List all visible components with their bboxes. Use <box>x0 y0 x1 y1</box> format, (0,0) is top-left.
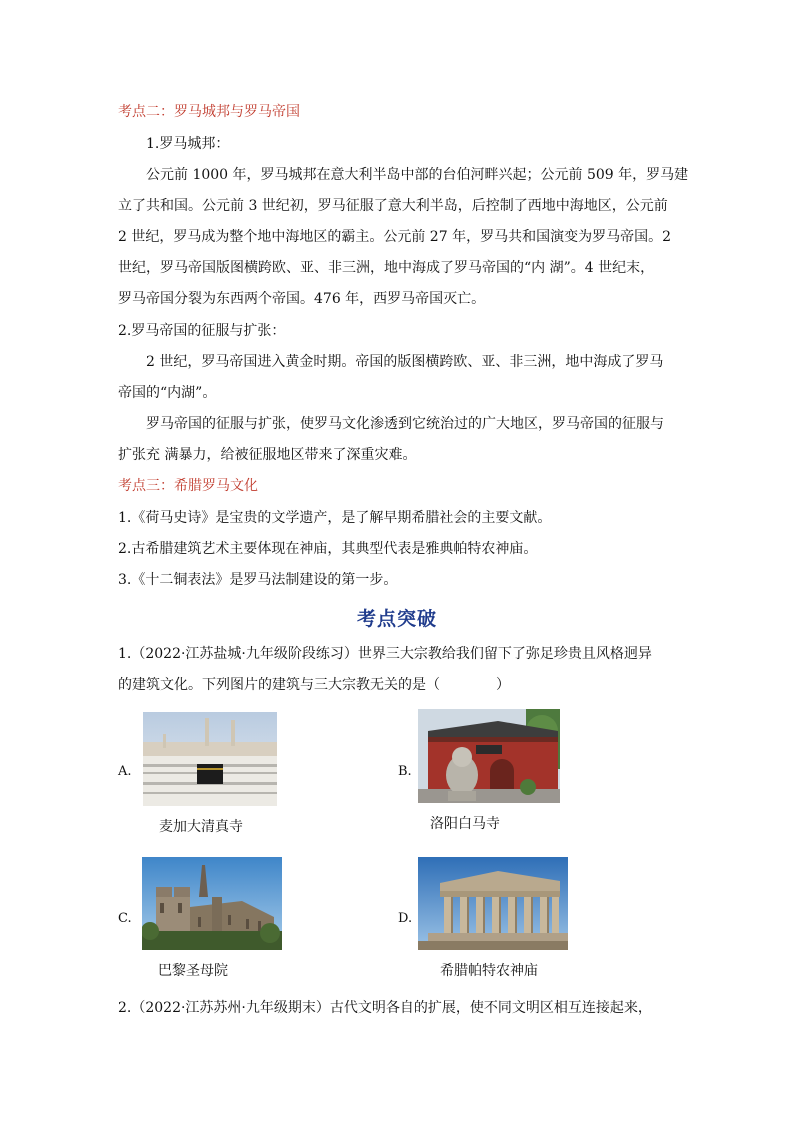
paragraph-line: 罗马帝国的征服与扩张，使罗马文化渗透到它统治过的广大地区，罗马帝国的征服与 <box>146 416 664 432</box>
subheading-conquest-expansion: 2.罗马帝国的征服与扩张： <box>118 323 286 339</box>
paragraph-line: 扩张充 满暴力，给被征服地区带来了深重灾难。 <box>118 447 417 463</box>
notre-dame-photo <box>142 857 282 950</box>
paragraph-line: 2 世纪，罗马成为整个地中海地区的霸主。公元前 27 年，罗马共和国演变为罗马帝国。2 <box>118 229 671 245</box>
list-item: 3.《十二铜表法》是罗马法制建设的第一步。 <box>118 572 398 588</box>
option-d-caption: 希腊帕特农神庙 <box>440 963 538 979</box>
paragraph-line: 公元前 1000 年，罗马城邦在意大利半岛中部的台伯河畔兴起；公元前 509 年，罗马建 <box>146 167 689 183</box>
paragraph-line: 罗马帝国分裂为东西两个帝国。476 年，西罗马帝国灭亡。 <box>118 291 486 307</box>
section-heading-kaodian2: 考点二：罗马城邦与罗马帝国 <box>118 104 300 120</box>
subheading-roman-city-state: 1.罗马城邦： <box>146 136 230 152</box>
list-item: 1.《荷马史诗》是宝贵的文学遗产，是了解早期希腊社会的主要文献。 <box>118 510 552 526</box>
option-c-caption: 巴黎圣母院 <box>158 963 228 979</box>
list-item: 2.古希腊建筑艺术主要体现在神庙，其典型代表是雅典帕特农神庙。 <box>118 541 538 557</box>
option-d-letter: D. <box>398 911 413 926</box>
option-a-caption: 麦加大清真寺 <box>159 819 243 835</box>
parthenon-photo <box>418 857 568 950</box>
option-c-letter: C. <box>118 911 132 926</box>
question-1-line: 的建筑文化。下列图片的建筑与三大宗教无关的是（ ） <box>118 677 510 693</box>
mecca-mosque-photo <box>143 712 277 806</box>
paragraph-line: 世纪，罗马帝国版图横跨欧、亚、非三洲，地中海成了罗马帝国的“内 湖”。4 世纪末， <box>118 260 655 276</box>
paragraph-line: 帝国的“内湖”。 <box>118 385 217 401</box>
question-2-line: 2.（2022·江苏苏州·九年级期末）古代文明各自的扩展，使不同文明区相互连接起来， <box>118 1000 652 1016</box>
option-b-caption: 洛阳白马寺 <box>430 816 500 832</box>
option-a-letter: A. <box>118 764 132 779</box>
paragraph-line: 2 世纪，罗马帝国进入黄金时期。帝国的版图横跨欧、亚、非三洲，地中海成了罗马 <box>146 354 664 370</box>
paragraph-line: 立了共和国。公元前 3 世纪初，罗马征服了意大利半岛，后控制了西地中海地区，公元前 <box>118 198 668 214</box>
section-heading-kaodian3: 考点三：希腊罗马文化 <box>118 478 258 494</box>
option-b-letter: B. <box>398 764 412 779</box>
section-title-breakthrough: 考点突破 <box>356 608 437 630</box>
question-1-line: 1.（2022·江苏盐城·九年级阶段练习）世界三大宗教给我们留下了弥足珍贵且风格迥异 <box>118 646 652 662</box>
white-horse-temple-photo <box>418 709 560 803</box>
